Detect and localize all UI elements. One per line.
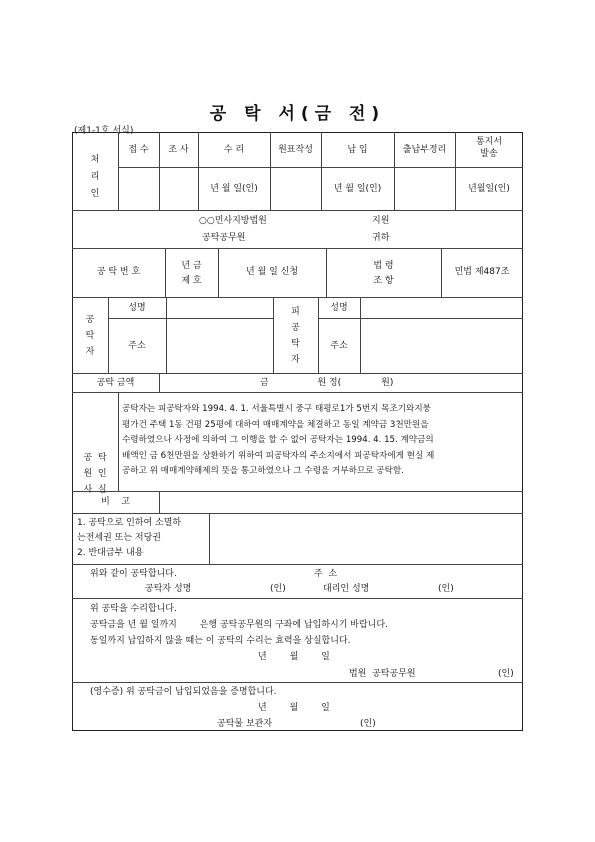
grid-line — [108, 318, 273, 319]
grid-line — [360, 297, 361, 373]
grid-line — [72, 682, 523, 683]
cause-text: 공탁자는 피공탁자와 1994. 4. 1. 서울특별시 중구 태평로1가 5번지 목조기와지붕 평가건 주택 1동 건평 25평에 대하여 매매계약을 체결하고 동일 계약금 3천만원을 수령하였으나 사정에 의하여 그 이행을 할 수 없어 공탁자는 1994. 4. 15. 계약금의 배액인 금 6천만원을 상환하기 위하여 피공탁자의 주소지에서 피공탁자에게 현실 제 공하고 위 매매계약해제의 뜻을 통고하였으나 그 수령을 거부하므로 공탁함. — [122, 404, 435, 477]
deposit-number-label: 공 탁 번 호 — [96, 267, 141, 277]
declaration-text: 위와 같이 공탁합니다. — [90, 569, 177, 579]
grid-line — [72, 598, 523, 599]
grid-line — [72, 491, 523, 492]
agent-seal: (인) — [438, 584, 454, 594]
grid-line — [159, 373, 160, 392]
depositor-signature: 공탁자 성명 — [145, 584, 192, 594]
receipt-date-line: 년 월 일 — [258, 703, 330, 713]
application-date: 년 월 일 신청 — [245, 267, 299, 277]
acceptance-warning: 동일까지 납입하지 않을 때는 이 공탁의 수리는 효력을 상실합니다. — [90, 636, 351, 646]
year-number-label: 년 금 제 호 — [181, 261, 202, 286]
acceptance-seal: (인) — [498, 669, 514, 679]
receipt-text: (영수증) 위 공탁금이 납입되었음을 증명합니다. — [90, 687, 277, 697]
receipt-keeper: 공탁물 보관자 — [217, 719, 273, 729]
grid-line — [72, 297, 523, 298]
law-article-label: 법 령 조 항 — [373, 261, 394, 286]
form-number: (제1-1호 서식) — [74, 126, 134, 136]
payment-date: 년 월 일(인) — [333, 184, 382, 194]
deposit-officer: 공탁공무원 — [202, 233, 246, 243]
grid-line — [166, 297, 167, 373]
depositor-label: 공 탁 자 — [85, 315, 95, 357]
header-ledger-entry: 원표작성 — [278, 145, 313, 155]
depositor-name-label: 성명 — [128, 303, 146, 313]
court-name: ○○민사지방법원 — [199, 216, 267, 226]
court-branch: 지원 — [372, 216, 390, 226]
remarks-label: 비 고 — [101, 497, 130, 507]
acceptance-officer: 법원 공탁공무원 — [349, 669, 416, 679]
cause-label: 공 탁 원 인 사 실 — [83, 453, 107, 495]
agent-signature: 대리인 성명 — [323, 584, 370, 594]
grid-line — [159, 491, 160, 513]
grid-line — [318, 318, 523, 319]
grid-line — [72, 373, 523, 374]
depositee-address-label: 주소 — [330, 341, 348, 351]
document-title: 공 탁 서(금 전) — [209, 104, 386, 124]
processing-label: 처 리 인 — [90, 155, 100, 199]
grid-line — [118, 392, 119, 491]
notice-date: 년월일(인) — [468, 184, 510, 194]
acceptance-date: 년 월 일(인) — [210, 184, 258, 194]
rights-label: 1. 공탁으로 인하여 소멸하 는전세권 또는 저당권 2. 반대급부 내용 — [77, 518, 182, 558]
acceptance-instruction: 공탁금을 년 월 일까지 은행 공탁공무원의 구좌에 납입하시기 바랍니다. — [90, 620, 388, 630]
grid-line — [72, 210, 523, 211]
depositor-seal: (인) — [270, 584, 286, 594]
header-payment: 납 입 — [347, 145, 368, 155]
acceptance-date-line: 년 월 일 — [258, 652, 330, 662]
declaration-address: 주 소 — [314, 569, 338, 579]
header-receipt: 접 수 — [128, 145, 149, 155]
header-cashbook: 출납부정리 — [402, 145, 447, 155]
header-acceptance: 수 리 — [223, 145, 245, 155]
depositor-address-label: 주소 — [128, 341, 146, 351]
header-investigation: 조 사 — [168, 145, 189, 155]
header-notice: 통지서 발송 — [475, 137, 503, 159]
depositee-name-label: 성명 — [330, 303, 348, 313]
receipt-seal: (인) — [360, 719, 376, 729]
honorific: 귀하 — [372, 233, 390, 243]
depositee-label: 피 공 탁 자 — [291, 307, 300, 365]
amount-value: 금 원 정( 원) — [260, 378, 394, 388]
grid-line — [72, 392, 523, 393]
acceptance-text: 위 공탁을 수리합니다. — [90, 604, 177, 614]
law-article-value: 민법 제487조 — [454, 267, 510, 277]
grid-line — [72, 513, 523, 514]
amount-label: 공탁 금액 — [96, 378, 135, 388]
grid-line — [209, 513, 210, 564]
grid-line — [72, 564, 523, 565]
grid-line — [72, 248, 523, 249]
